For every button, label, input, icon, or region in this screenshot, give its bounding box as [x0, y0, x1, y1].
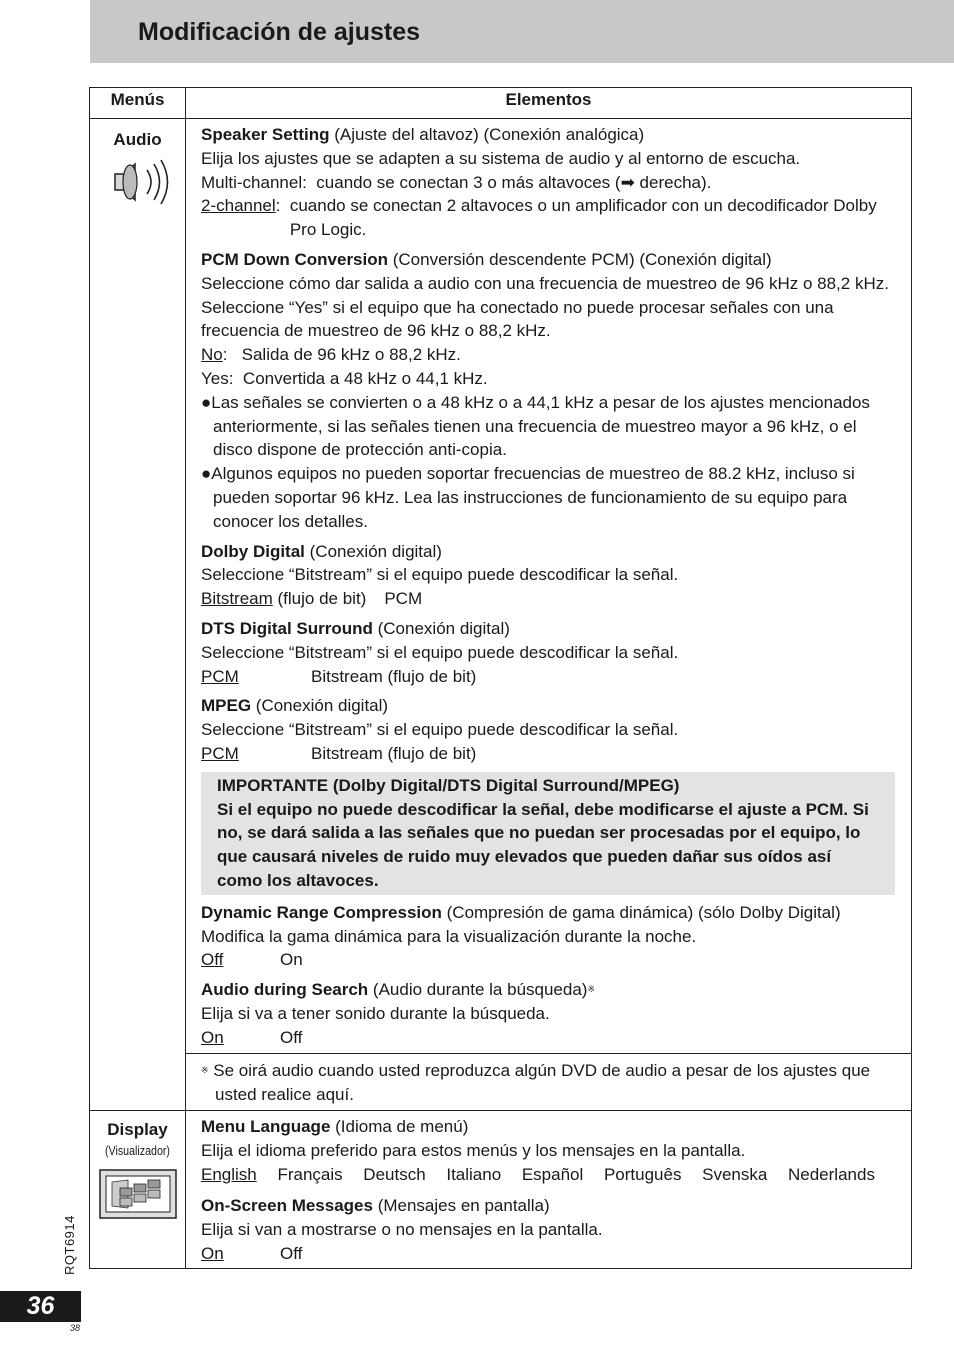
drc-desc: Modifica la gama dinámica para la visualización durante la noche.: [201, 926, 697, 946]
dolby-digital-subtitle: (Conexión digital): [304, 541, 442, 561]
osm-option-on: On: [201, 1244, 224, 1264]
pcm-bullet-1: ●Las señales se convierten o a 48 kHz o a 44,1 kHz a pesar de los ajustes mencionados anteriormente, si las señales tienen una frecuencia de muestreo mayor a 96 kHz, o el disco dispone de protección anti-copia.: [201, 392, 870, 460]
lang-option: Nederlands: [788, 1164, 875, 1184]
mpeg-option-bitstream: Bitstream (flujo de bit): [311, 743, 477, 763]
important-box: [201, 772, 895, 895]
multichannel-text: cuando se conectan 3 o más altavoces (➡ derecha).: [316, 172, 712, 192]
dts-title: DTS Digital Surround: [201, 618, 373, 638]
display-menu-label: Display: [107, 1120, 168, 1140]
audio-search-option-on: On: [201, 1027, 224, 1047]
audio-row: [90, 119, 912, 1054]
lang-option: English: [201, 1164, 257, 1184]
osm-option-off: Off: [280, 1244, 303, 1264]
menu-language-title: Menu Language: [201, 1117, 331, 1137]
speaker-setting-title: Speaker Setting: [201, 125, 330, 144]
page-number: 36: [0, 1291, 81, 1322]
menu-language-desc: Elija el idioma preferido para estos menús y los mensajes en la pantalla.: [201, 1140, 746, 1160]
lang-option: Deutsch: [363, 1164, 426, 1184]
header-elementos: Elementos: [186, 88, 912, 119]
menu-language-section: [201, 1115, 895, 1186]
audio-footnote-cell: [186, 1054, 912, 1111]
lang-option: Español: [521, 1164, 584, 1184]
multichannel-label: Multi-channel:: [201, 172, 307, 192]
dolby-digital-desc: Seleccione “Bitstream” si el equipo puede descodificar la señal.: [201, 565, 679, 585]
display-menu-cell: [90, 1111, 186, 1269]
dolby-digital-title: Dolby Digital: [201, 541, 305, 561]
speaker-icon: [91, 158, 184, 213]
footnote-mark: ※: [201, 1065, 209, 1076]
model-code: RQT6914: [62, 1215, 77, 1275]
mpeg-title: MPEG: [201, 696, 252, 716]
mpeg-option-pcm: PCM: [201, 743, 239, 763]
mpeg-subtitle: (Conexión digital): [251, 696, 389, 716]
language-options: [201, 1163, 895, 1187]
onscreen-messages-section: [201, 1194, 895, 1265]
footnote-text: Se oirá audio cuando usted reproduzca algún DVD de audio a pesar de los ajustes que usted realice aquí.: [208, 1061, 871, 1105]
page-header: [90, 0, 954, 63]
dts-option-pcm: PCM: [201, 666, 239, 686]
dts-option-bitstream: Bitstream (flujo de bit): [311, 666, 477, 686]
mpeg-desc: Seleccione “Bitstream” si el equipo puede descodificar la señal.: [201, 720, 679, 740]
drc-title: Dynamic Range Compression: [201, 902, 442, 922]
drc-subtitle: (Compresión de gama dinámica) (sólo Dolby Digital): [441, 902, 841, 922]
audio-search-mark: ※: [587, 984, 595, 995]
important-title: IMPORTANTE (Dolby Digital/DTS Digital Surround/MPEG): [217, 775, 680, 795]
dts-section: [201, 617, 895, 688]
dolby-digital-section: [201, 540, 895, 611]
osm-desc: Elija si van a mostrarse o no mensajes en la pantalla.: [201, 1220, 603, 1240]
audio-menu-cell: [90, 119, 186, 1111]
small-page-number: 38: [70, 1323, 81, 1333]
mpeg-section: [201, 694, 895, 765]
osm-subtitle: (Mensajes en pantalla): [372, 1196, 550, 1216]
settings-table: [89, 87, 912, 1269]
speaker-setting-desc: Elija los ajustes que se adapten a su sistema de audio y al entorno de escucha.: [201, 148, 801, 168]
lang-option: Français: [277, 1164, 343, 1184]
audio-elements-cell: [186, 119, 912, 1054]
osm-title: On-Screen Messages: [201, 1196, 373, 1216]
audio-search-subtitle: (Audio durante la búsqueda): [368, 980, 588, 1000]
two-channel-text: cuando se conectan 2 altavoces o un amplificador con un decodificador Dolby Pro Logic.: [289, 196, 877, 240]
pcm-yes-label: Yes:: [201, 368, 234, 388]
lang-option: Italiano: [446, 1164, 502, 1184]
lang-option: Svenska: [702, 1164, 768, 1184]
dolby-option-bitstream-note: (flujo de bit): [272, 589, 367, 609]
dolby-option-bitstream: Bitstream: [201, 589, 273, 609]
drc-option-on: On: [280, 950, 303, 970]
audio-search-section: [201, 978, 895, 1049]
dts-desc: Seleccione “Bitstream” si el equipo puede descodificar la señal.: [201, 642, 679, 662]
audio-search-option-off: Off: [280, 1027, 303, 1047]
page-title: Modificación de ajustes: [138, 18, 421, 46]
pcm-down-section: PCM Down Conversion (Conversión descendente PCM) (Conexión digital) Seleccione cómo dar salida a audio con una frecuencia de muestreo de 96 kHz o 88,2 kHz. Seleccione “Yes” si el equipo que ha conectado no puede procesar señales con una frecuencia de muestreo de 96 kHz o 88,2 kHz. No: Salida de 96 kHz o 88,2 kHz. Yes: Convertida a 48 kHz o 44,1 kHz. ●Las señales se convierten o a 48 kHz o a 44,1 kHz a pesar de los ajustes mencionados anteriormente, si las señales tienen una frecuencia de muestreo mayor a 96 kHz, o el disco dispone de protección anti-copia. ●Algunos equipos no pueden soportar frecuencias de muestreo de 88.2 kHz, incluso si pueden soportar 96 kHz. Lea las instrucciones de funcionamiento de su equipo para conocer los detalles.: [201, 248, 895, 534]
two-channel-label: 2-channel: [201, 196, 276, 216]
audio-menu-label: Audio: [113, 130, 162, 149]
lang-option: Português: [603, 1164, 682, 1184]
table-header-row: [90, 88, 912, 119]
menu-language-subtitle: (Idioma de menú): [330, 1117, 469, 1137]
pcm-no-text: Salida de 96 kHz o 88,2 kHz.: [241, 345, 461, 365]
dolby-option-pcm: PCM: [384, 589, 423, 609]
drc-section: [201, 901, 895, 972]
pcm-down-title: PCM Down Conversion: [201, 249, 389, 269]
pcm-down-subtitle: (Conversión descendente PCM) (Conexión digital): [388, 249, 772, 269]
pcm-yes-text: Convertida a 48 kHz o 44,1 kHz.: [242, 368, 488, 388]
display-row: [90, 1111, 912, 1269]
dts-subtitle: (Conexión digital): [372, 618, 510, 638]
important-text: Si el equipo no puede descodificar la señal, debe modificarse el ajuste a PCM. Si no, se dará salida a las señales que no puedan ser procesadas por el equipo, lo que causará niveles de ruido muy elevados que pueden dañar sus oídos así como los altavoces.: [217, 799, 869, 890]
drc-option-off: Off: [201, 950, 224, 970]
audio-footnote-row: [90, 1054, 912, 1111]
audio-search-title: Audio during Search: [201, 980, 369, 1000]
display-icon: [91, 1168, 184, 1227]
speaker-setting-subtitle: (Ajuste del altavoz) (Conexión analógica): [329, 125, 645, 144]
speaker-setting-section: Speaker Setting (Ajuste del altavoz) (Conexión analógica) Elija los ajustes que se adapten a su sistema de audio y al entorno de escucha. Multi-channel: cuando se conectan 3 o más altavoces (➡ derecha). 2-channel: cuando se conectan 2 altavoces o un amplificador con un decodificador Dolby Pro Logic.: [201, 123, 895, 242]
header-menus: Menús: [90, 88, 186, 119]
pcm-bullet-2: ●Algunos equipos no pueden soportar frecuencias de muestreo de 88.2 kHz, incluso si pueden soportar 96 kHz. Lea las instrucciones de funcionamiento de su equipo para conocer los detalles.: [201, 464, 855, 531]
display-elements-cell: [186, 1111, 912, 1269]
audio-search-desc: Elija si va a tener sonido durante la búsqueda.: [201, 1003, 550, 1023]
pcm-no-label: No: [201, 345, 223, 365]
display-menu-sub: (Visualizador): [105, 1142, 170, 1158]
pcm-down-desc: Seleccione cómo dar salida a audio con una frecuencia de muestreo de 96 kHz o 88,2 kHz. Seleccione “Yes” si el equipo que ha conectado no puede procesar señales con una frecuencia de muestreo de 96 kHz o 88,2 kHz.: [201, 273, 889, 341]
